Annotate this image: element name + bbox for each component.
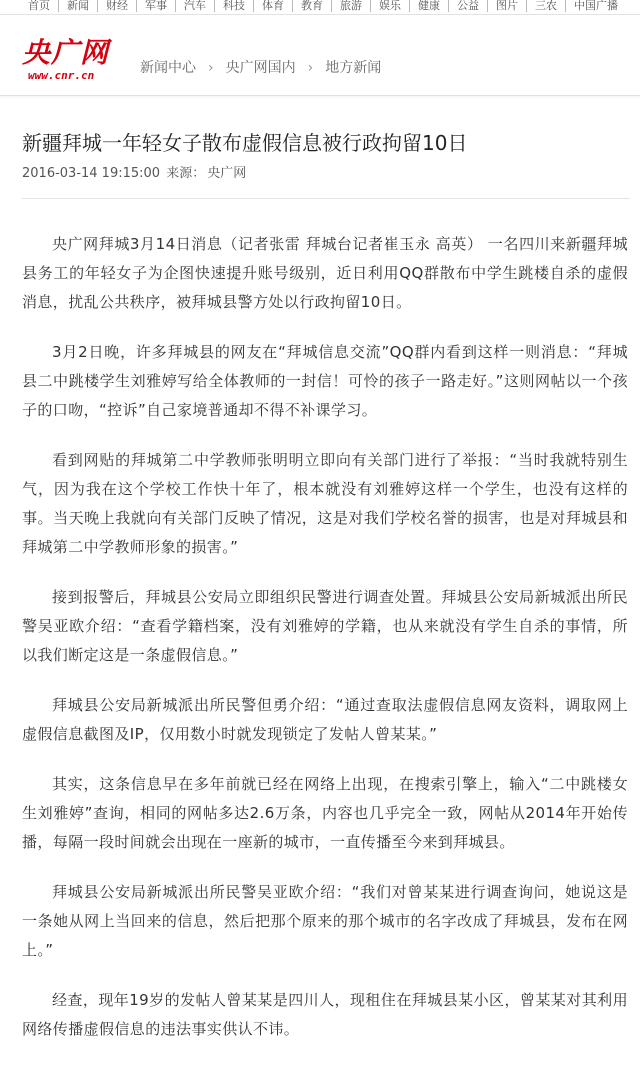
header-divider bbox=[22, 198, 630, 199]
nav-item-finance[interactable]: 财经 bbox=[98, 0, 137, 12]
article-paragraph: 经查，现年19岁的发帖人曾某某是四川人，现租住在拜城县某小区，曾某某对其利用网络传播虚假信息的违法事实供认不讳。 bbox=[22, 991, 628, 1038]
nav-item-education[interactable]: 教育 bbox=[293, 0, 332, 12]
nav-item-tech[interactable]: 科技 bbox=[215, 0, 254, 12]
chevron-right-icon: › bbox=[307, 60, 314, 76]
nav-item-health[interactable]: 健康 bbox=[410, 0, 449, 12]
nav-item-news[interactable]: 新闻 bbox=[59, 0, 98, 12]
nav-item-military[interactable]: 军事 bbox=[137, 0, 176, 12]
nav-item-photos[interactable]: 图片 bbox=[488, 0, 527, 12]
source-name: 央广网 bbox=[207, 166, 247, 181]
article-paragraph: 央广网拜城3月14日消息（记者张雷 拜城台记者崔玉永 高英） 一名四川来新疆拜城县务工的年轻女子为企图快速提升账号级别，近日利用QQ群散布中学生跳楼自杀的虚假消息，扰乱公共秩序，被拜城县警方处以行政拘留10日。 bbox=[22, 235, 628, 311]
logo-text: 央广网 bbox=[22, 36, 110, 69]
nav-item-charity[interactable]: 公益 bbox=[449, 0, 488, 12]
article-title: 新疆拜城一年轻女子散布虚假信息被行政拘留10日 bbox=[22, 131, 468, 155]
nav-item-sports[interactable]: 体育 bbox=[254, 0, 293, 12]
source-label: 来源： bbox=[166, 166, 206, 181]
article-body bbox=[22, 230, 628, 1065]
article-meta bbox=[22, 166, 248, 182]
article-paragraph: 接到报警后，拜城县公安局立即组织民警进行调查处置。拜城县公安局新城派出所民警吴亚欧介绍：“查看学籍档案，没有刘雅婷的学籍，也从来就没有学生自杀的事情，所以我们断定这是一条虚假信息。” bbox=[22, 588, 628, 664]
article-paragraph: 拜城县公安局新城派出所民警但勇介绍：“通过查取法虚假信息网友资料，调取网上虚假信息截图及IP，仅用数小时就发现锁定了发帖人曾某某。” bbox=[22, 696, 628, 743]
nav-item-home[interactable]: 首页 bbox=[0, 0, 59, 12]
article-paragraph: 3月2日晚，许多拜城县的网友在“拜城信息交流”QQ群内看到这样一则消息：“拜城县二中跳楼学生刘雅婷写给全体教师的一封信！可怜的孩子一路走好。”这则网帖以一个孩子的口吻，“控诉”自己家境普通却不得不补课学习。 bbox=[22, 343, 628, 419]
nav-item-entertainment[interactable]: 娱乐 bbox=[371, 0, 410, 12]
article-paragraph: 看到网贴的拜城第二中学教师张明明立即向有关部门进行了举报：“当时我就特别生气，因为我在这个学校工作快十年了，根本就没有刘雅婷这样一个学生，也没有这样的事。当天晚上我就向有关部门反映了情况，这是对我们学校名誉的损害，也是对拜城县和拜城第二中学教师形象的损害。” bbox=[22, 451, 628, 556]
site-logo[interactable] bbox=[22, 37, 124, 89]
article-paragraph: 拜城县公安局新城派出所民警吴亚欧介绍：“我们对曾某某进行调查询问，她说这是一条她从网上当回来的信息，然后把那个原来的那个城市的名字改成了拜城县，发布在网上。” bbox=[22, 883, 628, 959]
chevron-right-icon: › bbox=[208, 60, 214, 76]
breadcrumb bbox=[140, 57, 381, 77]
site-header bbox=[0, 15, 640, 96]
nav-item-agriculture[interactable]: 三农 bbox=[527, 0, 566, 12]
breadcrumb-local-news[interactable]: 地方新闻 bbox=[325, 60, 382, 76]
channel-nav bbox=[0, 0, 640, 15]
breadcrumb-cnr-domestic[interactable]: 央广网国内 bbox=[225, 60, 296, 76]
article-paragraph: 其实，这条信息早在多年前就已经在网络上出现，在搜索引擎上，输入“二中跳楼女生刘雅婷”查询，相同的网帖多达2.6万条，内容也几乎完全一致，网帖从2014年开始传播，每隔一段时间就会出现在一座新的城市，一直传播至今来到拜城县。 bbox=[22, 775, 628, 851]
nav-item-auto[interactable]: 汽车 bbox=[176, 0, 215, 12]
nav-item-china-radio[interactable]: 中国广播 bbox=[574, 0, 618, 12]
logo-url: www.cnr.cn bbox=[28, 69, 95, 82]
nav-item-travel[interactable]: 旅游 bbox=[332, 0, 371, 12]
publish-datetime: 2016-03-14 19:15:00 bbox=[22, 166, 161, 181]
breadcrumb-news-center[interactable]: 新闻中心 bbox=[140, 60, 196, 76]
